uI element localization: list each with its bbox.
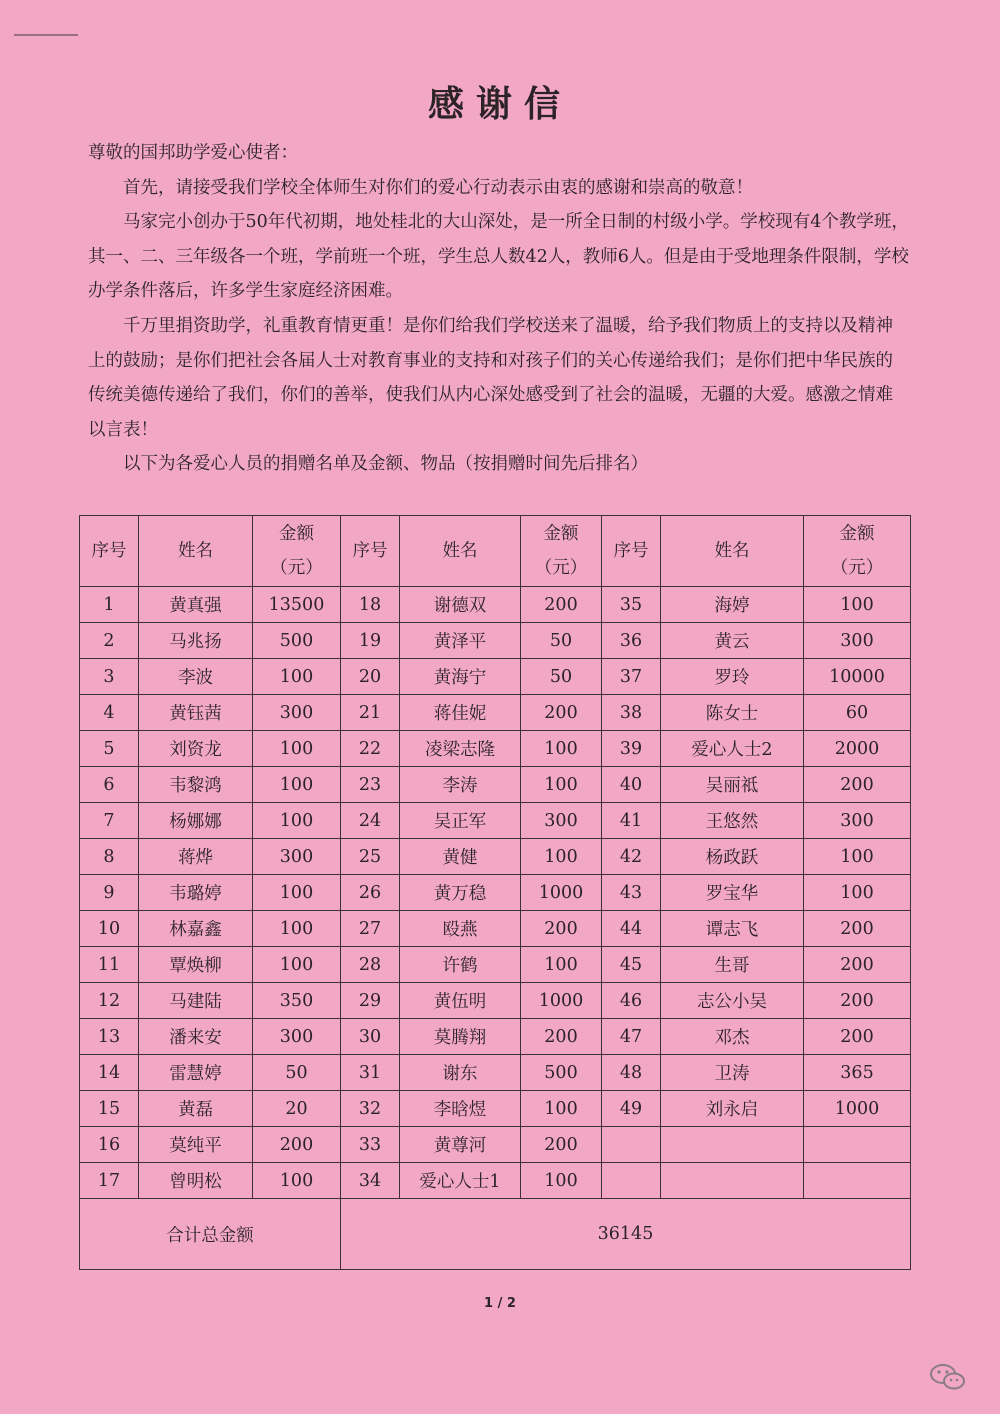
cell-name: 刘资龙	[139, 731, 253, 767]
cell-amount: 100	[521, 1091, 602, 1127]
cell-seq: 42	[602, 839, 661, 875]
table-header-row	[80, 516, 911, 587]
cell-seq: 49	[602, 1091, 661, 1127]
cell-seq: 19	[341, 623, 400, 659]
cell-name: 杨政跃	[661, 839, 804, 875]
cell-seq: 9	[80, 875, 139, 911]
cell-seq: 2	[80, 623, 139, 659]
cell-amount: 350	[253, 983, 341, 1019]
paragraph: 马家完小创办于50年代初期，地处桂北的大山深处，是一所全日制的村级小学。学校现有4个教学班，其一、二、三年级各一个班，学前班一个班，学生总人数42人，教师6人。但是由于受地理条件限制，学校办学条件落后，许多学生家庭经济困难。	[88, 212, 909, 302]
paragraph: 以下为各爱心人员的捐赠名单及金额、物品（按捐赠时间先后排名）	[123, 454, 648, 475]
cell-amount: 300	[253, 695, 341, 731]
cell-amount: 200	[521, 1019, 602, 1055]
table-row	[80, 803, 911, 839]
cell-name: 黄云	[661, 623, 804, 659]
cell-amount: 100	[253, 767, 341, 803]
cell-seq: 23	[341, 767, 400, 803]
table-row	[80, 1091, 911, 1127]
cell-amount: 1000	[521, 875, 602, 911]
cell-seq: 36	[602, 623, 661, 659]
cell-seq: 43	[602, 875, 661, 911]
corner-mark	[14, 34, 78, 36]
cell-amount: 365	[804, 1055, 911, 1091]
cell-seq: 35	[602, 587, 661, 623]
cell-name: 黄钰茜	[139, 695, 253, 731]
cell-name: 卫涛	[661, 1055, 804, 1091]
cell-seq: 20	[341, 659, 400, 695]
table-row	[80, 947, 911, 983]
cell-seq: 31	[341, 1055, 400, 1091]
cell-name: 爱心人士2	[661, 731, 804, 767]
cell-amount: 100	[253, 875, 341, 911]
donor-table	[79, 515, 911, 1270]
header-seq: 序号	[602, 516, 661, 587]
total-value: 36145	[341, 1199, 911, 1270]
cell-name: 黄泽平	[400, 623, 521, 659]
header-seq: 序号	[80, 516, 139, 587]
cell-name: 黄真强	[139, 587, 253, 623]
cell-seq: 8	[80, 839, 139, 875]
cell-amount: 50	[521, 659, 602, 695]
cell-seq: 3	[80, 659, 139, 695]
table-row	[80, 1055, 911, 1091]
paragraph: 首先，请接受我们学校全体师生对你们的爱心行动表示由衷的感谢和崇高的敬意！	[123, 177, 753, 198]
cell-name: 海婷	[661, 587, 804, 623]
cell-name: 黄海宁	[400, 659, 521, 695]
table-row	[80, 1163, 911, 1199]
cell-name: 杨娜娜	[139, 803, 253, 839]
cell-name: 雷慧婷	[139, 1055, 253, 1091]
table-row	[80, 839, 911, 875]
cell-name: 谭志飞	[661, 911, 804, 947]
cell-amount	[804, 1127, 911, 1163]
cell-name: 潘来安	[139, 1019, 253, 1055]
cell-name: 黄磊	[139, 1091, 253, 1127]
cell-seq	[602, 1163, 661, 1199]
cell-name: 莫纯平	[139, 1127, 253, 1163]
header-amount: 金额 （元）	[521, 516, 602, 587]
cell-amount: 200	[521, 1127, 602, 1163]
cell-name: 生哥	[661, 947, 804, 983]
cell-name: 莫腾翔	[400, 1019, 521, 1055]
cell-amount: 200	[521, 911, 602, 947]
cell-seq: 28	[341, 947, 400, 983]
cell-amount: 300	[804, 803, 911, 839]
cell-seq: 29	[341, 983, 400, 1019]
header-name: 姓名	[139, 516, 253, 587]
cell-seq: 37	[602, 659, 661, 695]
cell-seq: 40	[602, 767, 661, 803]
cell-name: 李波	[139, 659, 253, 695]
cell-amount: 200	[521, 695, 602, 731]
donor-rows	[80, 587, 911, 1199]
table-row	[80, 875, 911, 911]
cell-amount: 300	[253, 839, 341, 875]
cell-seq: 11	[80, 947, 139, 983]
cell-name: 李晗煜	[400, 1091, 521, 1127]
cell-seq: 15	[80, 1091, 139, 1127]
letter-title: 感谢信	[427, 84, 572, 125]
cell-seq: 25	[341, 839, 400, 875]
cell-amount: 300	[521, 803, 602, 839]
cell-amount: 100	[804, 587, 911, 623]
cell-seq: 27	[341, 911, 400, 947]
header-name: 姓名	[661, 516, 804, 587]
cell-amount: 10000	[804, 659, 911, 695]
cell-name: 吴丽祗	[661, 767, 804, 803]
cell-amount: 200	[804, 911, 911, 947]
cell-amount: 200	[253, 1127, 341, 1163]
cell-amount: 100	[521, 731, 602, 767]
cell-name: 吴正军	[400, 803, 521, 839]
cell-seq: 22	[341, 731, 400, 767]
cell-seq: 39	[602, 731, 661, 767]
cell-seq: 45	[602, 947, 661, 983]
letter-body	[88, 136, 910, 482]
cell-seq: 34	[341, 1163, 400, 1199]
header-amount: 金额 （元）	[253, 516, 341, 587]
cell-name: 陈女士	[661, 695, 804, 731]
cell-amount: 13500	[253, 587, 341, 623]
cell-seq: 32	[341, 1091, 400, 1127]
cell-amount: 50	[521, 623, 602, 659]
cell-name: 殴燕	[400, 911, 521, 947]
cell-seq: 5	[80, 731, 139, 767]
cell-seq: 13	[80, 1019, 139, 1055]
cell-amount: 50	[253, 1055, 341, 1091]
cell-seq: 12	[80, 983, 139, 1019]
table-row	[80, 983, 911, 1019]
header-seq: 序号	[341, 516, 400, 587]
cell-amount: 100	[521, 767, 602, 803]
table-row	[80, 695, 911, 731]
cell-name: 罗宝华	[661, 875, 804, 911]
table-row	[80, 1127, 911, 1163]
cell-name: 韦璐婷	[139, 875, 253, 911]
cell-seq: 48	[602, 1055, 661, 1091]
cell-seq: 44	[602, 911, 661, 947]
cell-amount: 100	[253, 659, 341, 695]
cell-seq: 14	[80, 1055, 139, 1091]
cell-amount: 200	[804, 983, 911, 1019]
cell-amount: 500	[521, 1055, 602, 1091]
table-row	[80, 659, 911, 695]
cell-name: 蒋烨	[139, 839, 253, 875]
cell-name: 罗玲	[661, 659, 804, 695]
cell-name: 谢德双	[400, 587, 521, 623]
cell-seq: 24	[341, 803, 400, 839]
cell-amount: 60	[804, 695, 911, 731]
cell-seq: 47	[602, 1019, 661, 1055]
cell-seq: 18	[341, 587, 400, 623]
cell-name: 马兆扬	[139, 623, 253, 659]
cell-name: 许鹤	[400, 947, 521, 983]
cell-amount: 200	[521, 587, 602, 623]
table-row	[80, 767, 911, 803]
cell-seq: 46	[602, 983, 661, 1019]
cell-name: 黄健	[400, 839, 521, 875]
cell-seq: 7	[80, 803, 139, 839]
table-row	[80, 1019, 911, 1055]
cell-amount: 100	[253, 803, 341, 839]
cell-amount: 100	[804, 875, 911, 911]
cell-seq: 21	[341, 695, 400, 731]
cell-amount: 100	[253, 731, 341, 767]
table-row	[80, 587, 911, 623]
table-row	[80, 911, 911, 947]
cell-seq: 17	[80, 1163, 139, 1199]
cell-name: 王悠然	[661, 803, 804, 839]
cell-name: 曾明松	[139, 1163, 253, 1199]
cell-name: 谢东	[400, 1055, 521, 1091]
cell-amount: 100	[521, 1163, 602, 1199]
table-row	[80, 623, 911, 659]
cell-amount: 100	[804, 839, 911, 875]
total-row	[80, 1199, 911, 1270]
cell-seq: 41	[602, 803, 661, 839]
cell-seq: 30	[341, 1019, 400, 1055]
cell-name: 爱心人士1	[400, 1163, 521, 1199]
cell-seq: 33	[341, 1127, 400, 1163]
total-label: 合计总金额	[80, 1199, 341, 1270]
wechat-icon	[928, 1362, 968, 1392]
cell-amount: 300	[253, 1019, 341, 1055]
cell-name: 马建陆	[139, 983, 253, 1019]
cell-amount: 2000	[804, 731, 911, 767]
cell-amount: 300	[804, 623, 911, 659]
cell-seq: 38	[602, 695, 661, 731]
cell-amount	[804, 1163, 911, 1199]
cell-amount: 200	[804, 947, 911, 983]
cell-name: 志公小吴	[661, 983, 804, 1019]
cell-name: 刘永启	[661, 1091, 804, 1127]
cell-name: 凌梁志隆	[400, 731, 521, 767]
cell-seq: 4	[80, 695, 139, 731]
cell-name: 黄伍明	[400, 983, 521, 1019]
cell-name: 韦黎鸿	[139, 767, 253, 803]
cell-amount: 500	[253, 623, 341, 659]
cell-amount: 100	[521, 947, 602, 983]
cell-seq: 6	[80, 767, 139, 803]
cell-name: 李涛	[400, 767, 521, 803]
cell-seq: 26	[341, 875, 400, 911]
cell-seq: 16	[80, 1127, 139, 1163]
cell-seq	[602, 1127, 661, 1163]
cell-name	[661, 1127, 804, 1163]
cell-name: 林嘉鑫	[139, 911, 253, 947]
cell-name	[661, 1163, 804, 1199]
header-name: 姓名	[400, 516, 521, 587]
cell-amount: 100	[253, 1163, 341, 1199]
cell-amount: 100	[253, 911, 341, 947]
header-amount: 金额 （元）	[804, 516, 911, 587]
paragraph: 千万里捐资助学，礼重教育情更重！是你们给我们学校送来了温暖，给予我们物质上的支持以及精神上的鼓励；是你们把社会各届人士对教育事业的支持和对孩子们的关心传递给我们；是你们把中华民族的传统美德传递给了我们，你们的善举，使我们从内心深处感受到了社会的温暖，无疆的大爱。感激之情难以言表！	[88, 315, 893, 440]
cell-amount: 1000	[804, 1091, 911, 1127]
cell-amount: 200	[804, 1019, 911, 1055]
cell-name: 邓杰	[661, 1019, 804, 1055]
cell-seq: 10	[80, 911, 139, 947]
page-number: 1 / 2	[484, 1296, 516, 1311]
cell-amount: 20	[253, 1091, 341, 1127]
cell-name: 黄万稳	[400, 875, 521, 911]
cell-name: 覃焕柳	[139, 947, 253, 983]
cell-amount: 100	[521, 839, 602, 875]
cell-seq: 1	[80, 587, 139, 623]
cell-amount: 1000	[521, 983, 602, 1019]
cell-name: 黄尊河	[400, 1127, 521, 1163]
cell-name: 蒋佳妮	[400, 695, 521, 731]
table-row	[80, 731, 911, 767]
cell-amount: 200	[804, 767, 911, 803]
cell-amount: 100	[253, 947, 341, 983]
salutation: 尊敬的国邦助学爱心使者：	[88, 143, 298, 163]
